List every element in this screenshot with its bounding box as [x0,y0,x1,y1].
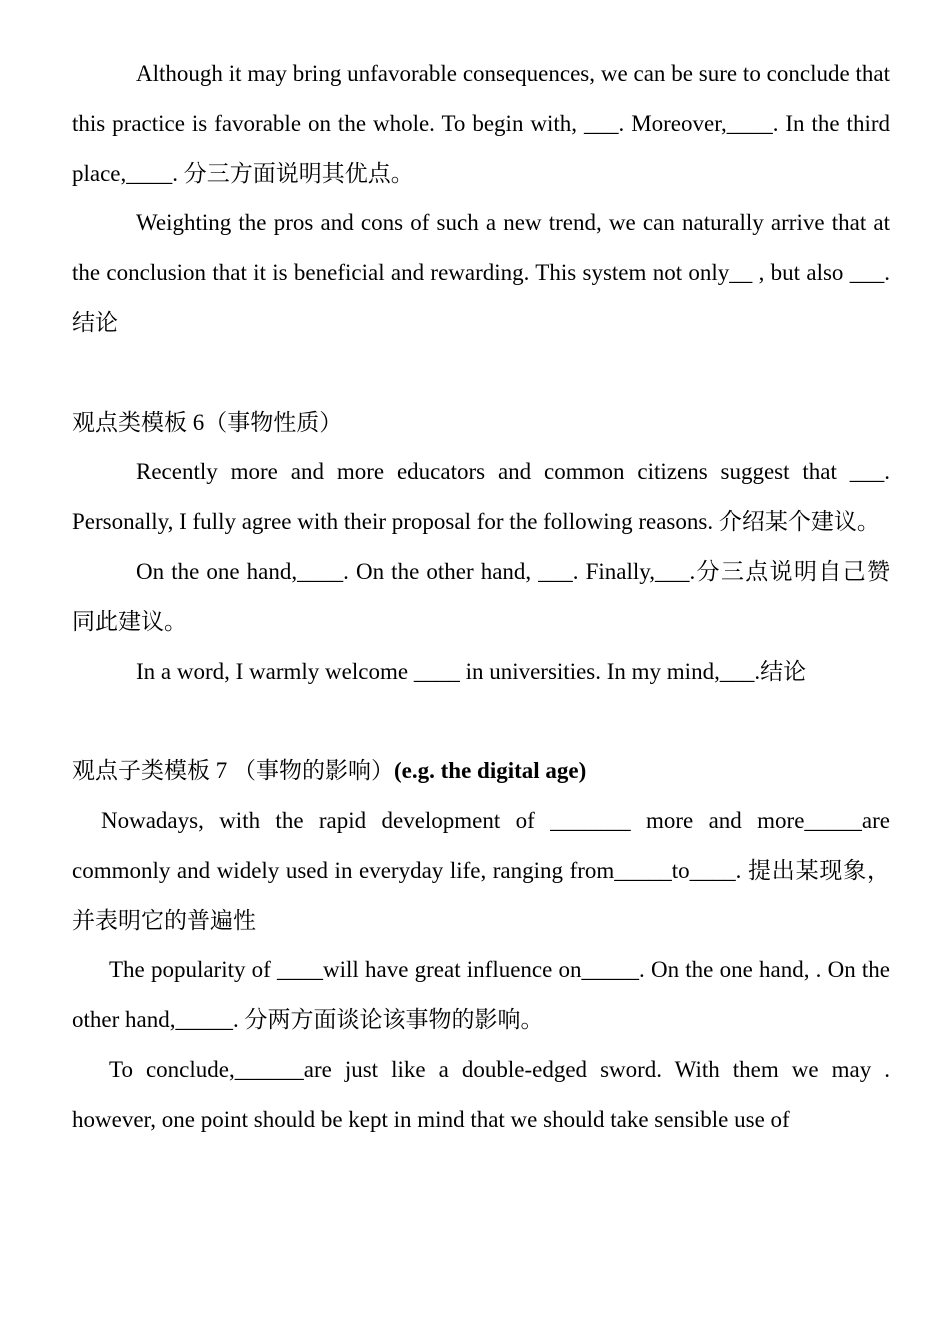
paragraph-welcome-conclusion: In a word, I warmly welcome ____ in universities. In my mind,___.结论 [136,658,807,684]
template-7-heading [72,746,890,796]
template-7-example: (e.g. the digital age) [394,758,587,784]
paragraph-conclusion: Weighting the pros and cons of such a new trend, we can naturally arrive that at the conclusion that it is beneficial and rewarding. This system not only__ , but also ___. 结论 [72,210,890,335]
template-6-heading: 观点类模板 6（事物性质） [72,409,343,435]
document-body [72,49,890,1145]
paragraph-double-edged: To conclude,______are just like a double-edged sword. With them we may . however, one point should be kept in mind that we should take sensible use of [72,1056,890,1132]
paragraph-influence: The popularity of ____will have great influence on_____. On the one hand, . On the other hand,_____. 分两方面谈论该事物的影响。 [72,957,890,1033]
paragraph-phenomenon: Nowadays, with the rapid development of _______ more and more_____are commonly and widely used in everyday life, ranging from_____to____. 提出某现象，并表明它的普遍性 [72,807,890,933]
template-7-heading-text: 观点子类模板 7 （事物的影响） [72,758,394,784]
paragraph-three-reasons: On the one hand,____. On the other hand, ___. Finally,___.分三点说明自己赞同此建议。 [72,558,890,634]
paragraph-proposal: Recently more and more educators and common citizens suggest that ___. Personally, I fully agree with their proposal for the following reasons. 介绍某个建议。 [72,459,890,535]
spacer [72,696,890,746]
spacer [72,348,890,398]
paragraph-advantages: Although it may bring unfavorable consequences, we can be sure to conclude that this practice is favorable on the whole. To begin with, ___. Moreover,____. In the third place,____. 分三方面说明其优点。 [72,61,890,186]
